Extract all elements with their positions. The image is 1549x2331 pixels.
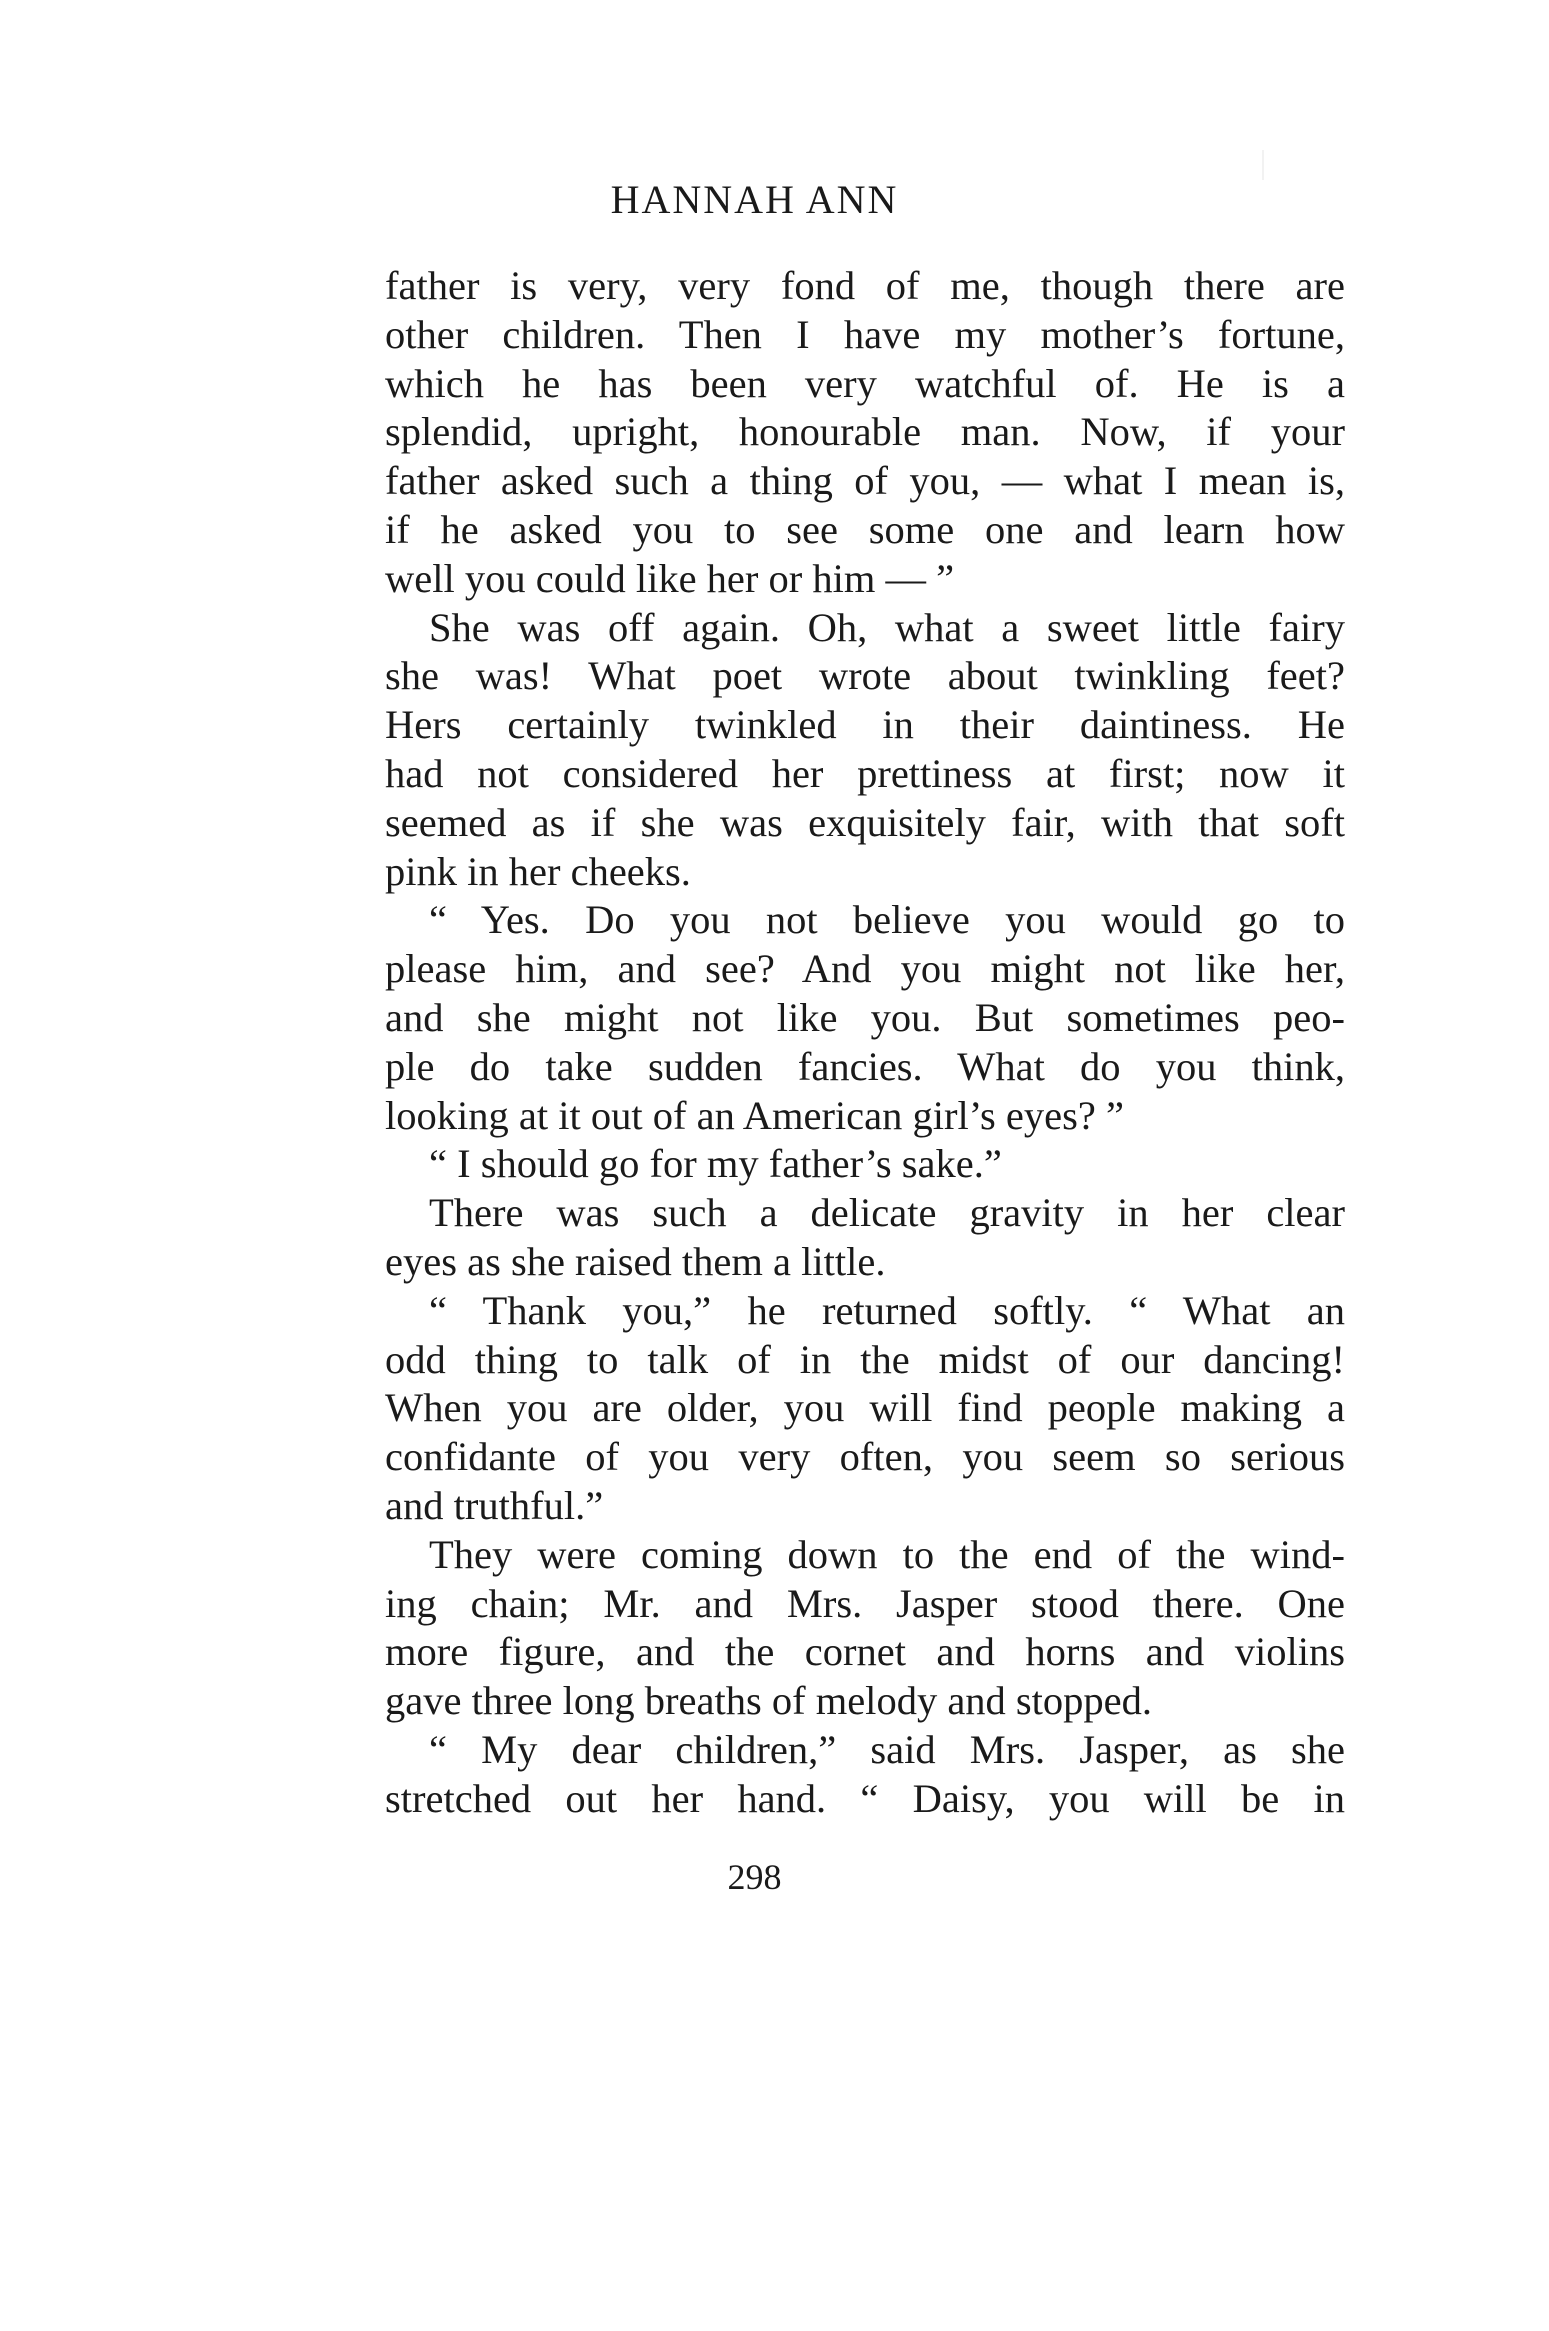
body-text <box>385 262 1345 1824</box>
text-line: had not considered her prettiness at first; now it <box>385 750 1345 796</box>
text-line: She was off again. Oh, what a sweet little fairy <box>429 604 1345 650</box>
text-line: father asked such a thing of you, — what I mean is, <box>385 458 1345 504</box>
text-line: splendid, upright, honourable man. Now, if your <box>385 409 1345 455</box>
text-line: and truthful.” <box>385 1482 604 1528</box>
text-line: father is very, very fond of me, though there are <box>385 263 1345 308</box>
text-line: “ Yes. Do you not believe you would go to <box>429 897 1345 943</box>
running-title: HANNAH ANN <box>610 177 899 222</box>
text-line: Hers certainly twinkled in their daintiness. He <box>385 702 1345 748</box>
text-line: ple do take sudden fancies. What do you think, <box>385 1043 1345 1089</box>
text-line: pink in her cheeks. <box>385 848 691 894</box>
page-number: 298 <box>727 1857 782 1897</box>
text-line: ing chain; Mr. and Mrs. Jasper stood there. One <box>385 1580 1345 1626</box>
text-line: she was! What poet wrote about twinkling feet? <box>385 653 1345 699</box>
text-line: and she might not like you. But sometimes peo- <box>385 994 1345 1040</box>
text-line: When you are older, you will find people making a <box>385 1385 1345 1431</box>
text-line: “ I should go for my father’s sake.” <box>429 1141 1002 1187</box>
text-line: well you could like her or him — ” <box>385 555 955 601</box>
text-line: which he has been very watchful of. He is a <box>385 360 1345 406</box>
text-line: if he asked you to see some one and learn how <box>385 506 1345 552</box>
text-line: “ Thank you,” he returned softly. “ What an <box>429 1287 1345 1333</box>
text-line: other children. Then I have my mother’s fortune, <box>385 311 1345 357</box>
text-line: looking at it out of an American girl’s eyes? ” <box>385 1092 1124 1138</box>
text-line: more figure, and the cornet and horns and violins <box>385 1629 1345 1675</box>
text-line: seemed as if she was exquisitely fair, with that soft <box>385 799 1345 845</box>
text-line: eyes as she raised them a little. <box>385 1238 886 1284</box>
text-line: stretched out her hand. “ Daisy, you will be in <box>385 1775 1345 1821</box>
text-line: please him, and see? And you might not like her, <box>385 946 1345 992</box>
text-line: “ My dear children,” said Mrs. Jasper, as she <box>429 1726 1345 1772</box>
text-line: odd thing to talk of in the midst of our dancing! <box>385 1336 1345 1382</box>
text-line: They were coming down to the end of the wind- <box>429 1531 1345 1577</box>
text-line: gave three long breaths of melody and stopped. <box>385 1678 1153 1724</box>
text-line: There was such a delicate gravity in her clear <box>429 1190 1345 1236</box>
text-line: confidante of you very often, you seem so serious <box>385 1434 1345 1480</box>
